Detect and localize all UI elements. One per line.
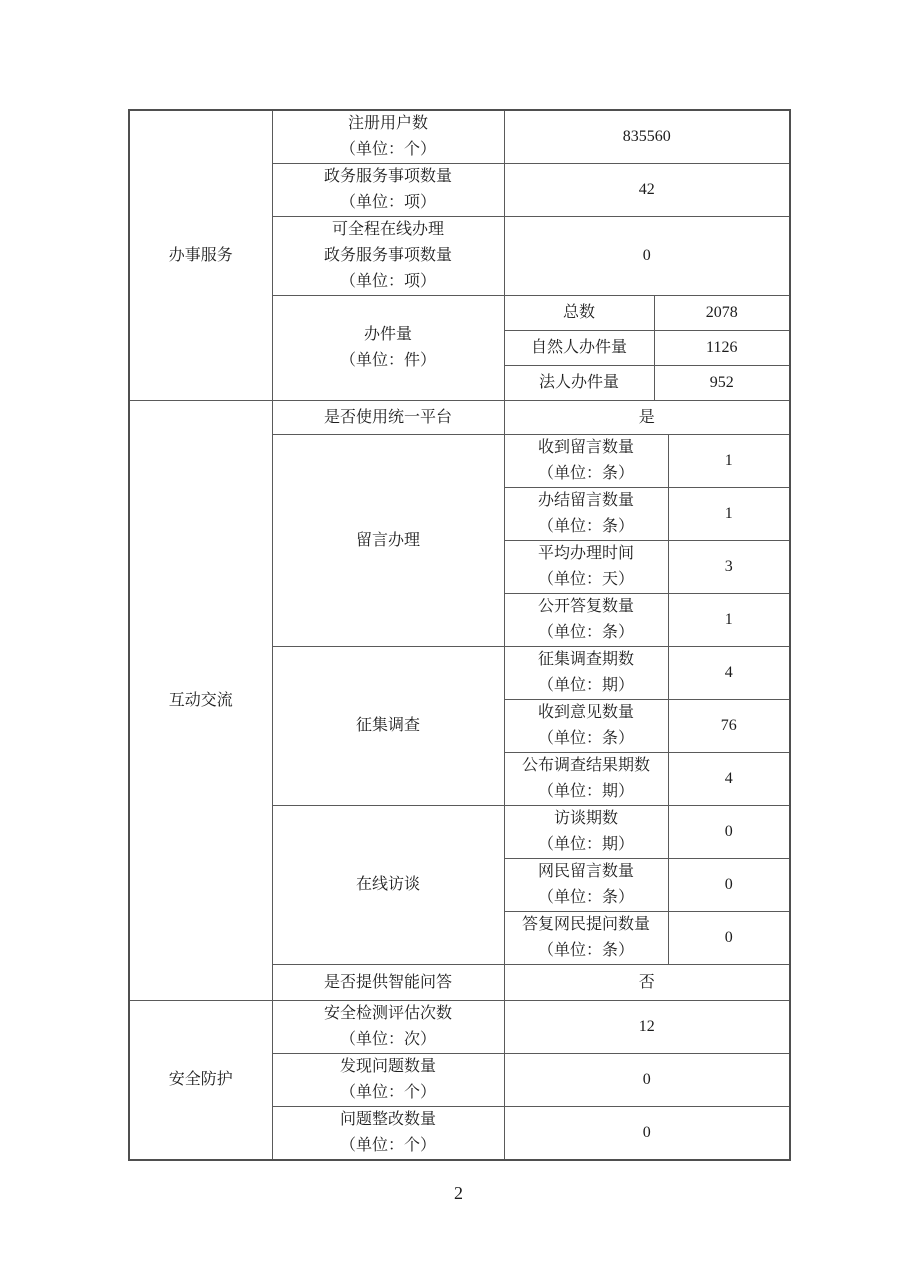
- sublabel-cell: 自然人办件量: [504, 331, 654, 366]
- sublabel-cell: 法人办件量: [504, 366, 654, 401]
- sublabel-cell: [504, 806, 668, 859]
- label-cell: 留言办理: [272, 435, 504, 647]
- unit-line: （单位：项）: [339, 273, 436, 290]
- sublabel-cell: [504, 753, 668, 806]
- unit-line: （单位：项）: [339, 194, 436, 211]
- unit-line: （单位：条）: [537, 518, 634, 535]
- sublabel-cell: 总数: [504, 296, 654, 331]
- unit-line: （单位：次）: [339, 1031, 436, 1048]
- sublabel-cell: [504, 541, 668, 594]
- subvalue-cell: 1: [668, 435, 790, 488]
- label-cell: [272, 1054, 504, 1107]
- label-cell: [272, 164, 504, 217]
- sublabel-cell: [504, 859, 668, 912]
- unit-line: （单位：条）: [537, 624, 634, 641]
- unit-line: （单位：天）: [537, 571, 634, 588]
- value-cell: 12: [504, 1001, 790, 1054]
- label-line: 征集调查期数: [537, 651, 634, 668]
- label-line: 公布调查结果期数: [521, 757, 650, 774]
- subvalue-cell: 76: [668, 700, 790, 753]
- subvalue-cell: 0: [668, 806, 790, 859]
- sublabel-cell: [504, 488, 668, 541]
- label-line: 访谈期数: [553, 810, 618, 827]
- group-label: 互动交流: [168, 691, 233, 709]
- subvalue-cell: 0: [668, 912, 790, 965]
- value-cell: 0: [504, 1054, 790, 1107]
- subvalue-cell: 4: [668, 753, 790, 806]
- label-line: 注册用户数: [347, 115, 428, 132]
- label-cell: [272, 110, 504, 164]
- table-row: [129, 1001, 790, 1054]
- value-cell: 42: [504, 164, 790, 217]
- table-row: [129, 110, 790, 164]
- label-line: 发现问题数量: [339, 1058, 436, 1075]
- label-line: 办结留言数量: [537, 492, 634, 509]
- value-cell: 是: [504, 401, 790, 435]
- value-cell: 835560: [504, 110, 790, 164]
- unit-line: （单位：个）: [339, 141, 436, 158]
- label-cell: [272, 1107, 504, 1161]
- label-cell: 是否使用统一平台: [272, 401, 504, 435]
- group-label: 办事服务: [168, 246, 233, 264]
- group-label: 安全防护: [168, 1071, 233, 1088]
- label-line: 政务服务事项数量: [323, 247, 452, 264]
- unit-line: （单位：个）: [339, 1137, 436, 1154]
- label-line: 问题整改数量: [339, 1111, 436, 1128]
- statistics-table: [128, 109, 791, 1161]
- page-number: 2: [454, 1183, 463, 1203]
- value-cell: 0: [504, 217, 790, 296]
- label-cell: [272, 217, 504, 296]
- sublabel-cell: [504, 435, 668, 488]
- table-row: [129, 401, 790, 435]
- unit-line: （单位：条）: [537, 942, 634, 959]
- label-line: 网民留言数量: [537, 863, 634, 880]
- label-line: 答复网民提问数量: [521, 916, 650, 933]
- value-cell: 否: [504, 965, 790, 1001]
- group-cell-interaction: [129, 401, 272, 1001]
- unit-line: （单位：条）: [537, 730, 634, 747]
- subvalue-cell: 2078: [654, 296, 790, 331]
- label-line: 收到留言数量: [537, 439, 634, 456]
- label-line: 政务服务事项数量: [323, 168, 452, 185]
- group-cell-security: [129, 1001, 272, 1161]
- label-line: 平均办理时间: [537, 545, 634, 562]
- subvalue-cell: 1: [668, 594, 790, 647]
- sublabel-cell: [504, 700, 668, 753]
- subvalue-cell: 3: [668, 541, 790, 594]
- subvalue-cell: 0: [668, 859, 790, 912]
- label-line: 公开答复数量: [537, 598, 634, 615]
- label-cell: [272, 296, 504, 401]
- sublabel-cell: [504, 594, 668, 647]
- subvalue-cell: 1: [668, 488, 790, 541]
- label-line: 收到意见数量: [537, 704, 634, 721]
- label-cell: 在线访谈: [272, 806, 504, 965]
- unit-line: （单位：期）: [537, 677, 634, 694]
- label-line: 办件量: [363, 326, 412, 343]
- subvalue-cell: 1126: [654, 331, 790, 366]
- unit-line: （单位：条）: [537, 465, 634, 482]
- label-line: 安全检测评估次数: [323, 1005, 452, 1022]
- label-cell: [272, 1001, 504, 1054]
- unit-line: （单位：个）: [339, 1084, 436, 1101]
- subvalue-cell: 4: [668, 647, 790, 700]
- subvalue-cell: 952: [654, 366, 790, 401]
- value-cell: 0: [504, 1107, 790, 1161]
- sublabel-cell: [504, 647, 668, 700]
- label-cell: 征集调查: [272, 647, 504, 806]
- label-line: 可全程在线办理: [331, 221, 444, 238]
- group-cell-service: [129, 110, 272, 401]
- unit-line: （单位：条）: [537, 889, 634, 906]
- label-cell: 是否提供智能问答: [272, 965, 504, 1001]
- unit-line: （单位：件）: [339, 352, 436, 369]
- sublabel-cell: [504, 912, 668, 965]
- unit-line: （单位：期）: [537, 783, 634, 800]
- unit-line: （单位：期）: [537, 836, 634, 853]
